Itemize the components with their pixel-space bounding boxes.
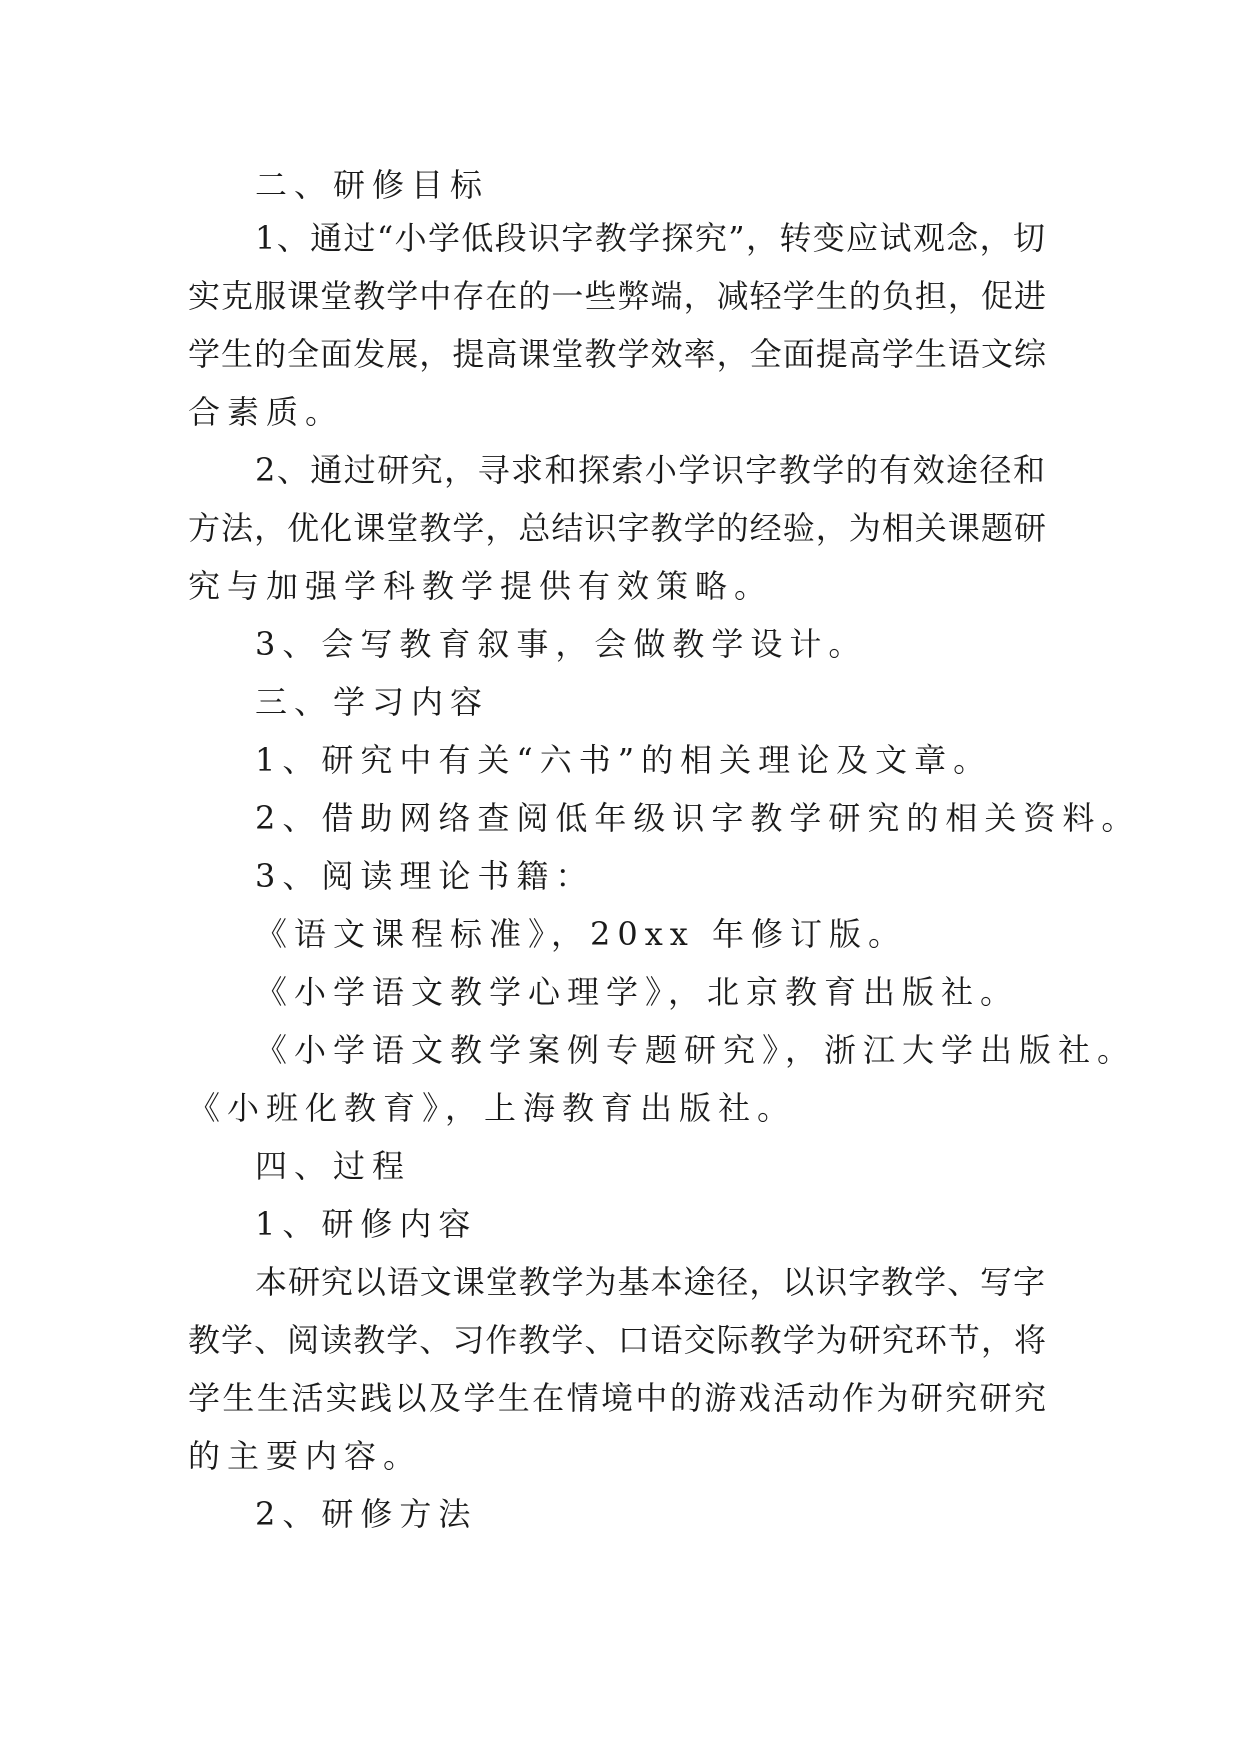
paragraph-line: 3、阅读理论书籍： — [255, 857, 595, 895]
paragraph-line: 本研究以语文课堂教学为基本途径，以识字教学、写字 — [255, 1263, 1045, 1301]
paragraph-line: 学生的全面发展，提高课堂教学效率，全面提高学生语文综 — [188, 335, 1046, 373]
section-heading-goals: 二、研修目标 — [255, 166, 490, 204]
paragraph-line: 2、借助网络查阅低年级识字教学研究的相关资料。 — [255, 799, 1141, 837]
paragraph-line: 3、会写教育叙事，会做教学设计。 — [255, 625, 868, 663]
paragraph-line: 学生生活实践以及学生在情境中的游戏活动作为研究研究 — [188, 1379, 1046, 1417]
paragraph-line: 实克服课堂教学中存在的一些弊端，减轻学生的负担，促进 — [188, 277, 1046, 315]
paragraph-line: 1、研究中有关“六书”的相关理论及文章。 — [255, 741, 993, 779]
paragraph-line: 1、通过“小学低段识字教学探究”，转变应试观念，切 — [255, 219, 1045, 257]
book-title-line: 《小班化教育》，上海教育出版社。 — [188, 1089, 797, 1127]
book-title-line: 《小学语文教学案例专题研究》，浙江大学出版社。 — [255, 1031, 1137, 1069]
paragraph-line: 2、通过研究，寻求和探索小学识字教学的有效途径和 — [255, 451, 1045, 489]
paragraph-line: 究与加强学科教学提供有效策略。 — [188, 567, 774, 605]
paragraph-line: 教学、阅读教学、习作教学、口语交际教学为研究环节，将 — [188, 1321, 1046, 1359]
section-heading-content: 三、学习内容 — [255, 683, 490, 721]
book-title-line: 《小学语文教学心理学》，北京教育出版社。 — [255, 973, 1020, 1011]
paragraph-line: 合素质。 — [188, 393, 345, 431]
subsection-heading: 2、研修方法 — [255, 1495, 478, 1533]
paragraph-line: 方法，优化课堂教学，总结识字教学的经验，为相关课题研 — [188, 509, 1046, 547]
subsection-heading: 1、研修内容 — [255, 1205, 478, 1243]
book-title-line: 《语文课程标准》，20xx 年修订版。 — [255, 915, 907, 953]
section-heading-process: 四、过程 — [255, 1147, 412, 1185]
paragraph-line: 的主要内容。 — [188, 1437, 423, 1475]
